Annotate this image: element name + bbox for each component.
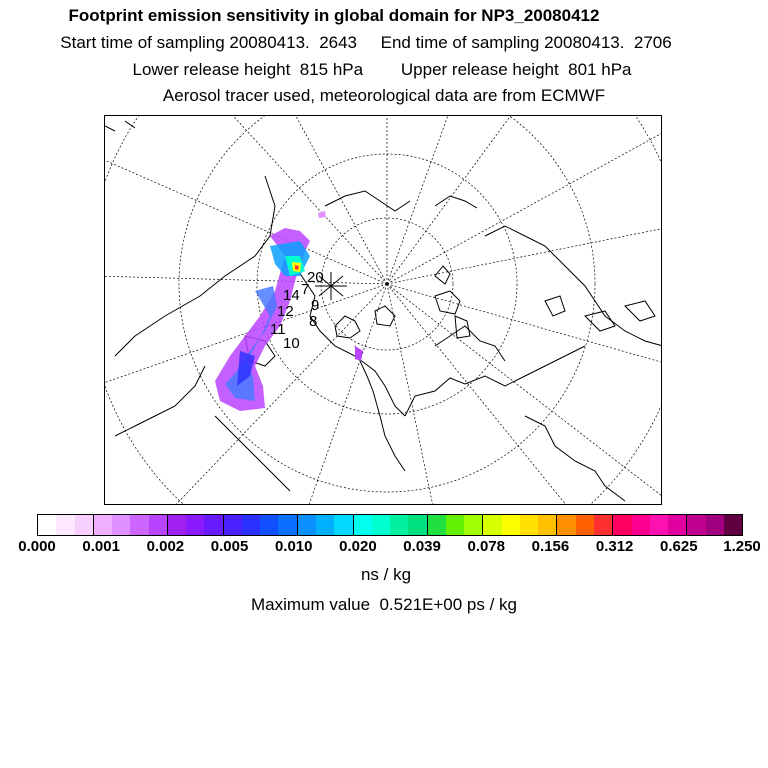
color-swatch [186,515,204,535]
tick-label: 1.250 [723,538,761,555]
tick-label: 0.005 [210,538,249,555]
color-swatch [613,515,631,535]
color-swatch [260,515,278,535]
color-swatch [94,515,112,535]
color-swatch [204,515,223,535]
tick-label: 0.156 [531,538,570,555]
marker-label: 12 [277,303,294,320]
polar-map [104,115,662,505]
marker-label: 9 [311,297,320,314]
color-swatch [316,515,334,535]
color-swatch [464,515,483,535]
marker-label: 20 [307,269,324,286]
tick-label: 0.000 [18,538,56,555]
sampling-time-line: Start time of sampling 20080413. 2643 End time of sampling 20080413. 2706 [60,33,672,52]
color-swatch [334,515,353,535]
color-swatch [372,515,390,535]
graticule [105,116,662,505]
color-swatch [56,515,74,535]
color-swatch [354,515,372,535]
color-swatch [650,515,668,535]
color-swatch [75,515,94,535]
marker-label: 14 [283,287,300,304]
color-swatch [594,515,613,535]
maximum-value-label: Maximum value 0.521E+00 ps / kg [251,595,517,614]
color-swatch [112,515,130,535]
units-label: ns / kg [360,565,412,584]
color-scale-bar [37,514,743,536]
color-swatch [446,515,464,535]
color-swatch [278,515,297,535]
tick-label: 0.020 [339,538,377,555]
marker-label: 10 [283,335,300,352]
marker-label: 8 [309,313,318,330]
color-swatch [724,515,742,535]
tracer-info-line: Aerosol tracer used, meteorological data are from ECMWF [162,86,606,105]
marker-label: 7 [301,281,310,298]
color-swatch [408,515,427,535]
tick-label: 0.078 [467,538,506,555]
tick-label: 0.010 [274,538,313,555]
color-swatch [520,515,538,535]
map-canvas [105,116,662,505]
tick-label: 0.625 [660,538,698,555]
color-swatch [687,515,705,535]
color-swatch [242,515,260,535]
color-swatch [538,515,557,535]
color-swatch [149,515,168,535]
color-swatch [483,515,501,535]
color-swatch [502,515,520,535]
tick-label: 0.039 [403,538,441,555]
map-title: Footprint emission sensitivity in global domain for NP3_20080412 [68,6,600,25]
color-swatch [298,515,316,535]
coastlines [105,121,662,501]
marker-label: 11 [270,321,286,338]
color-swatch [38,515,56,535]
color-swatch [428,515,446,535]
color-swatch [706,515,724,535]
tick-label: 0.001 [82,538,120,555]
color-swatch [668,515,687,535]
color-swatch [632,515,650,535]
color-swatch [576,515,594,535]
tick-label: 0.312 [595,538,634,555]
tick-label: 0.002 [146,538,185,555]
color-swatch [224,515,242,535]
color-swatch [557,515,575,535]
color-swatch [390,515,408,535]
color-swatch [168,515,186,535]
release-height-line: Lower release height 815 hPa Upper release height 801 hPa [132,60,632,79]
color-swatch [130,515,148,535]
